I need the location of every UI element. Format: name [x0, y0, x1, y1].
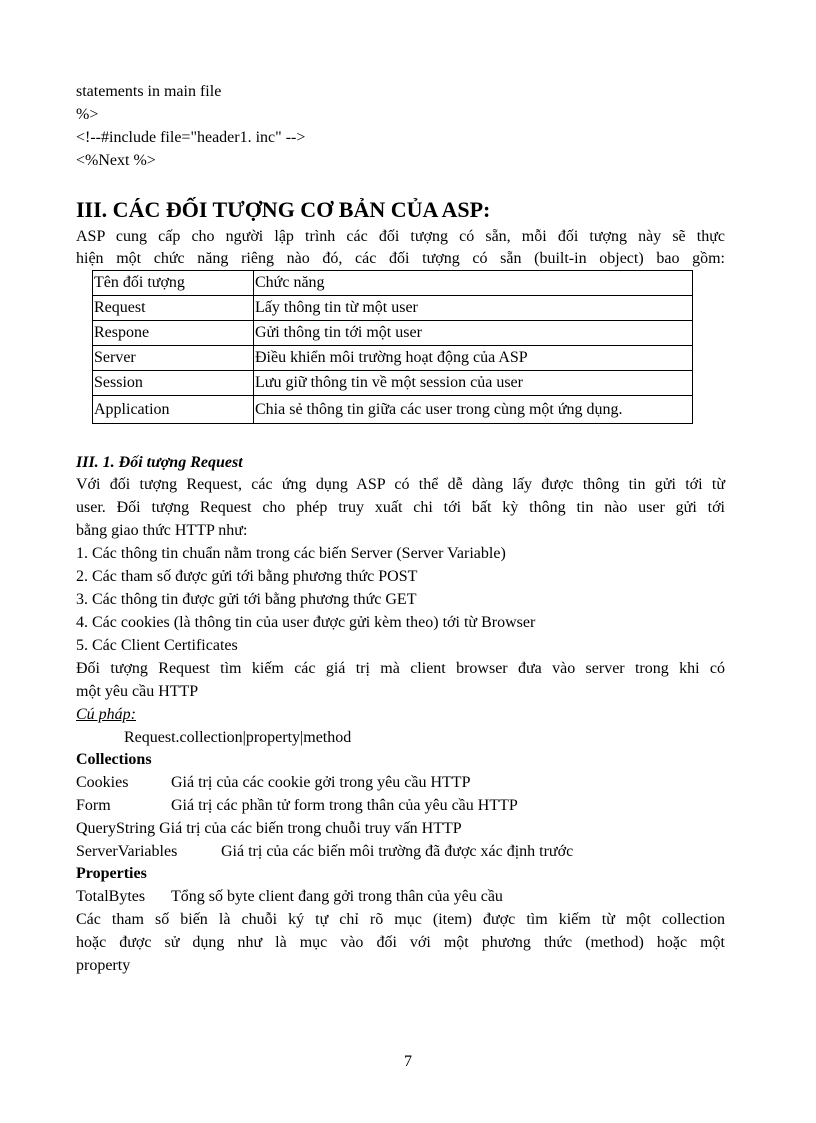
code-line: <%Next %>: [76, 152, 156, 169]
collection-name: QueryString: [76, 820, 156, 837]
list-item: 4. Các cookies (là thông tin của user được gửi kèm theo) tới từ Browser: [76, 614, 536, 631]
object-name-cell: Request: [93, 296, 254, 321]
object-function-cell: Lấy thông tin từ một user: [254, 296, 693, 321]
table-row: [93, 321, 693, 346]
subsection-title: III. 1. Đối tượng Request: [76, 454, 243, 471]
collection-name: ServerVariables: [76, 843, 178, 860]
table-row: [93, 371, 693, 396]
paragraph-line: Với đối tượng Request, các ứng dụng ASP có thể dễ dàng lấy được thông tin gửi tới từ: [76, 476, 725, 493]
paragraph-line: user. Đối tượng Request cho phép truy xuất chi tới bất kỳ thông tin nào user gửi tới: [76, 499, 725, 516]
code-line: statements in main file: [76, 83, 222, 100]
object-name-cell: Session: [93, 371, 254, 396]
syntax-code: Request.collection|property|method: [124, 729, 352, 746]
intro-line-1: ASP cung cấp cho người lập trình các đối tượng có sẵn, mỗi đối tượng này sẽ thực: [76, 228, 725, 245]
collection-item: [76, 819, 462, 839]
intro-line-2: hiện một chức năng riêng nào đó, các đối tượng có sẵn (built-in object) bao gồm:: [76, 250, 725, 267]
syntax-label: Cú pháp:: [76, 706, 136, 723]
object-name-cell: Server: [93, 346, 254, 371]
object-function-cell: Điều khiển môi trường hoạt động của ASP: [254, 346, 693, 371]
collection-item: [76, 773, 470, 793]
paragraph-line: hoặc được sử dụng như là mục vào đối với một phương thức (method) hoặc một: [76, 934, 725, 951]
table-row: [93, 346, 693, 371]
list-item: 2. Các tham số được gửi tới bằng phương thức POST: [76, 568, 418, 585]
paragraph-line: Đối tượng Request tìm kiếm các giá trị mà client browser đưa vào server trong khi có: [76, 660, 725, 677]
paragraph-line: bằng giao thức HTTP như:: [76, 522, 248, 539]
collections-heading: Collections: [76, 751, 152, 768]
object-name-cell: Application: [93, 396, 254, 424]
section-heading: III. CÁC ĐỐI TƯỢNG CƠ BẢN CỦA ASP:: [76, 197, 491, 222]
code-line: %>: [76, 106, 99, 123]
objects-table: [92, 270, 693, 424]
property-item: [76, 887, 503, 907]
header-name-cell: Tên đối tượng: [93, 271, 254, 296]
object-function-cell: Chia sẻ thông tin giữa các user trong cùng một ứng dụng.: [254, 396, 693, 424]
paragraph-line: property: [76, 957, 131, 974]
object-function-cell: Lưu giữ thông tin về một session của user: [254, 371, 693, 396]
collection-desc: Giá trị của các cookie gởi trong yêu cầu HTTP: [171, 774, 471, 791]
collection-item: [76, 842, 573, 862]
paragraph-line: Các tham số biến là chuỗi ký tự chỉ rõ mục (item) được tìm kiếm từ một collection: [76, 911, 725, 928]
collection-desc: Giá trị của các biến môi trường đã được xác định trước: [221, 843, 574, 860]
header-function-cell: Chức năng: [254, 271, 693, 296]
property-name: TotalBytes: [76, 888, 146, 905]
table-header-row: [93, 271, 693, 296]
page-number: 7: [404, 1053, 412, 1070]
object-function-cell: Gửi thông tin tới một user: [254, 321, 693, 346]
object-name-cell: Respone: [93, 321, 254, 346]
list-item: 5. Các Client Certificates: [76, 637, 238, 654]
collection-desc: Giá trị các phần tử form trong thân của yêu cầu HTTP: [171, 797, 518, 814]
property-desc: Tổng số byte client đang gởi trong thân của yêu cầu: [171, 888, 503, 905]
collection-name: Cookies: [76, 774, 129, 791]
paragraph-line: một yêu cầu HTTP: [76, 683, 199, 700]
list-item: 1. Các thông tin chuẩn nằm trong các biến Server (Server Variable): [76, 545, 506, 562]
collection-desc: Giá trị của các biến trong chuỗi truy vấn HTTP: [159, 820, 462, 837]
collection-name: Form: [76, 797, 111, 814]
list-item: 3. Các thông tin được gửi tới bằng phương thức GET: [76, 591, 417, 608]
code-line: <!--#include file="header1. inc" -->: [76, 129, 306, 146]
properties-heading: Properties: [76, 865, 147, 882]
table-row: [93, 396, 693, 424]
collection-item: [76, 796, 518, 816]
table-row: [93, 296, 693, 321]
